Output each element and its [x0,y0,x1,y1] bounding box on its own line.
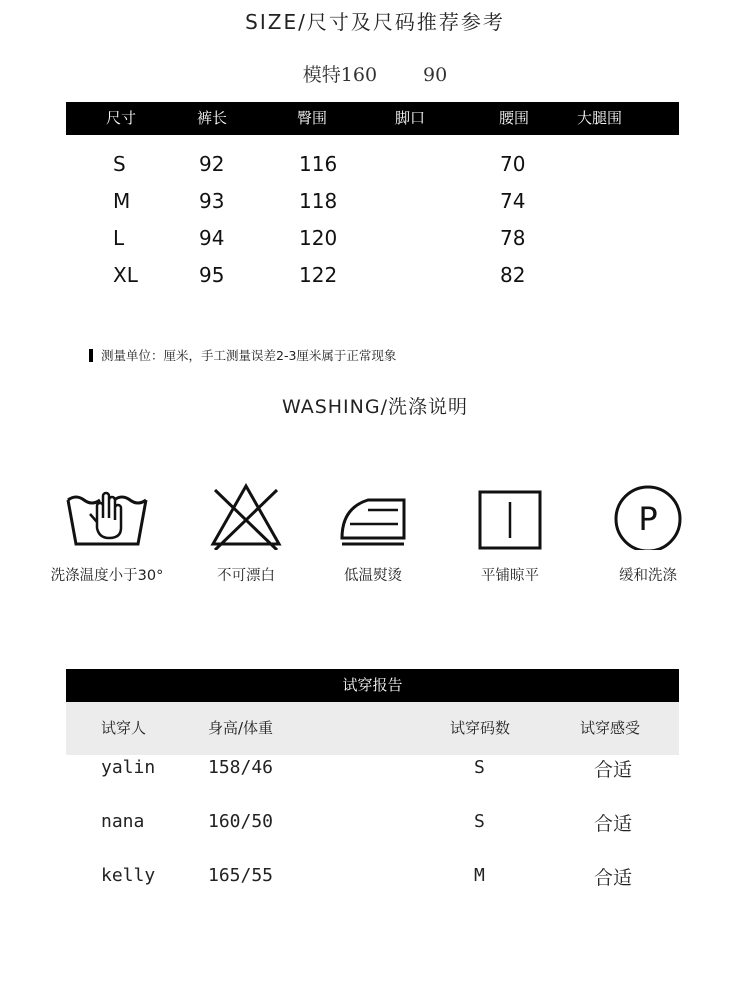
header-trial-size: 试穿码数 [450,719,511,737]
size-table-header [66,102,679,135]
header-trial-feel: 试穿感受 [580,719,641,737]
model-value: 90 [423,64,448,86]
header-tester: 试穿人 [101,719,147,737]
tester-height-weight: 158/46 [208,757,274,778]
washing-section-title: WASHING/洗涤说明 [281,396,469,418]
hip-cell: 118 [299,189,338,213]
low-iron-icon [328,478,418,550]
measurement-note [89,346,396,364]
header-waist: 腰围 [499,109,530,127]
gentle-dry-clean-icon [603,478,693,550]
flat-dry-icon [465,478,555,550]
note-text: 测量单位：厘米，手工测量误差2-3厘米属于正常现象 [101,348,397,363]
hip-cell: 116 [299,152,338,176]
size-cell: S [113,152,126,176]
waist-cell: 70 [500,152,526,176]
header-size: 尺寸 [106,109,137,127]
wash-item-flat-dry [435,478,585,585]
tester-feel: 合适 [594,759,633,781]
note-bar-icon [89,349,93,362]
tester-size: S [474,811,485,832]
header-hip: 臀围 [297,109,328,127]
waist-cell: 74 [500,189,526,213]
model-label: 模特160 [302,64,378,86]
wash-item-low-iron [298,478,448,585]
trial-report-title: 试穿报告 [66,669,679,702]
header-hem: 脚口 [395,109,426,127]
length-cell: 95 [199,263,225,287]
tester-feel: 合适 [594,867,633,889]
tester-height-weight: 165/55 [208,865,274,886]
hand-wash-icon [62,478,152,550]
length-cell: 92 [199,152,225,176]
model-info [0,60,750,87]
waist-cell: 82 [500,263,526,287]
no-bleach-icon [201,478,291,550]
tester-name: yalin [101,757,156,778]
tester-name: nana [101,811,145,832]
tester-name: kelly [101,865,156,886]
hip-cell: 120 [299,226,338,250]
header-height-weight: 身高/体重 [208,719,274,737]
header-length: 裤长 [197,109,228,127]
size-section-title: SIZE/尺寸及尺码推荐参考 [245,10,505,34]
tester-feel: 合适 [594,813,633,835]
tester-size: M [474,865,485,886]
wash-label: 不可漂白 [217,568,275,584]
size-cell: L [113,226,125,250]
wash-label: 低温熨烫 [344,568,402,584]
size-cell: XL [113,263,138,287]
tester-height-weight: 160/50 [208,811,274,832]
header-thigh: 大腿围 [577,109,623,127]
waist-cell: 78 [500,226,526,250]
size-cell: M [113,189,131,213]
hip-cell: 122 [299,263,338,287]
wash-label: 缓和洗涤 [619,568,677,584]
wash-label: 洗涤温度小于30° [50,568,164,584]
wash-label: 平铺晾平 [481,568,539,584]
wash-item-hand-wash [32,478,182,585]
length-cell: 94 [199,226,225,250]
wash-item-gentle-dry-clean [573,478,723,585]
tester-size: S [474,757,485,778]
trial-table-header [66,702,679,755]
svg-text:P: P [638,500,658,538]
length-cell: 93 [199,189,225,213]
